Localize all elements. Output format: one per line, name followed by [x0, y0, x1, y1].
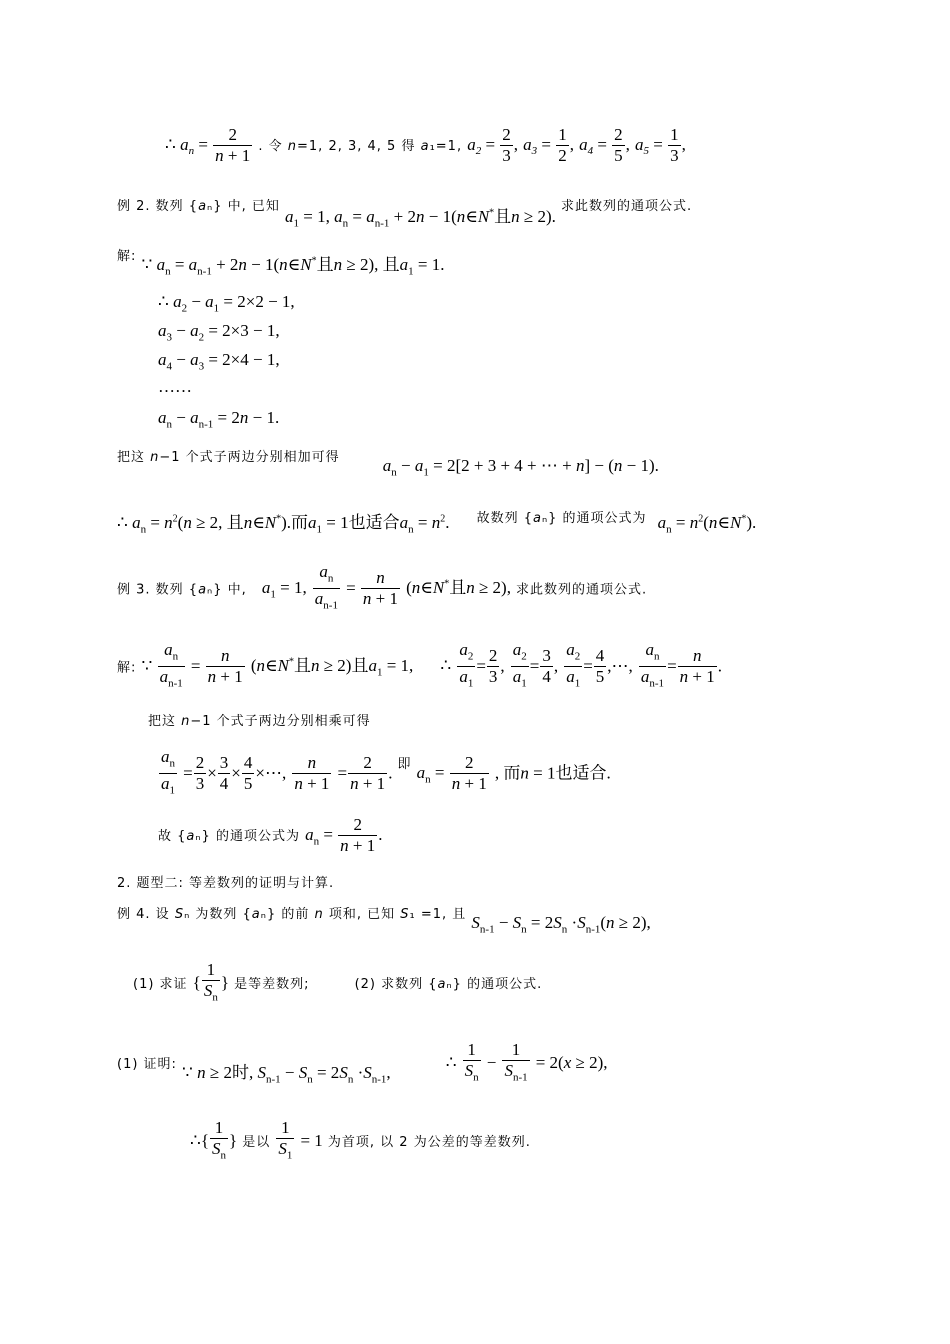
line-19: (1) 证明: ∵ n ≥ 2时, $S_{n-1} - S_n = 2S_n \cdot S_{n-1}$, ∴ $\frac{1}{S_n}$ − $\frac{1}{S_{n-1}}$ = 2(x ≥ 2), — [117, 1040, 608, 1086]
line-20: ∴{ $\frac{1}{S_n}$ } 是以 $\frac{1}{S_1}$ = 1 为首项, 以 2 为公差的等差数列. — [190, 1118, 531, 1162]
line-14: $\frac{a_n}{a_1}$ = $\frac{2}{3}$ × $\frac{3}{4}$ × $\frac{4}{5}$ ×⋯, $\frac{n}{n + 1}$ = $\frac{2}{n + 1}$ . $^即$ $a_n$ = $\frac{2}{n + 1}$ , 而n = 1也适合. — [161, 747, 611, 797]
line-16: 2. 题型二: 等差数列的证明与计算. — [117, 876, 335, 891]
line-02: 例 2. 数列 {aₙ} 中, 已知 $a_1 = 1$, $a_n = a_{n-1} + 2n$ − 1(n∈N*且n ≥ 2). 求此数列的通项公式. — [117, 199, 693, 230]
line-11: 例 3. 数列 {aₙ} 中, $a_1 = 1$, $\frac{a_n}{a_{n-1}}$ = $\frac{n}{n + 1}$ (n∈N*且n ≥ 2), 求此数列的通项公式. — [117, 562, 648, 612]
line-10: ∴ $a_n = n^2(n \ge 2$, 且n∈N*).而$a_1 = 1$也适合$a_n = n^2$. 故数列 {aₙ} 的通项公式为 $a_n$ = $n^2(n\in N^*)$. — [117, 511, 757, 536]
line-04: ∴ $a_2 - a_1 = 2\times 2 - 1$, — [158, 292, 295, 315]
line-07: …… — [158, 377, 192, 396]
line-06: $a_4 - a_3 = 2\times 4 - 1$, — [158, 350, 280, 373]
line-09: 把这 n−1 个式子两边分别相加可得 $a_n - a_1 = 2[2 + 3 + 4$ + ⋯ + n] − (n − 1). — [117, 450, 659, 479]
line-05: $a_3 - a_2 = 2\times 3 - 1$, — [158, 321, 280, 344]
line-17: 例 4. 设 Sₙ 为数列 {aₙ} 的前 n 项和, 已知 S₁ =1, 且 $S_{n-1} - S_n = 2S_n \cdot S_{n-1}(n \ge 2)$, — [117, 907, 651, 936]
line-03: 解: ∵ $a_n = a_{n-1} + 2n$ − 1(n∈N*且n ≥ 2), 且$a_1 = 1$. — [117, 249, 445, 278]
line-15: 故 {aₙ} 的通项公式为 $a_n$ = $\frac{2}{n + 1}$ . — [158, 815, 383, 855]
line-13: 把这 n−1 个式子两边分别相乘可得 — [148, 714, 371, 729]
line-18: (1) 求证 { $\frac{1}{S_n}$ } 是等差数列; (2) 求数列 {aₙ} 的通项公式. — [133, 960, 543, 1004]
line-12: 解: ∵ $\frac{a_n}{a_{n-1}}$ = $\frac{n}{n + 1}$ (n∈N*且n ≥ 2)且$a_1 = 1$, ∴ $\frac{a_2}{a_1}$ = $\frac{2}{3}$ , $\frac{a_2}{a_1}$ = $\frac{3}{4}$ , $\frac{a_2}{a_1}$ = $\frac{4}{5}$ ,⋯, $\frac{a_n}{a_{n-1}}$ = $\frac{n}{n + 1}$ . — [117, 640, 722, 690]
line-01: ∴ $a_n$ = $\frac{2}{n + 1}$ . 令 n=1, 2, 3, 4, 5 得 a₁=1, $a_2$ = $\frac{2}{3}$ , $a_3$ = $\frac{1}{2}$ , $a_4$ = $\frac{2}{5}$ , $a_5$ = $\frac{1}{3}$ , — [165, 125, 686, 165]
line-08: $a_n - a_{n-1} = 2n - 1$. — [158, 408, 280, 431]
